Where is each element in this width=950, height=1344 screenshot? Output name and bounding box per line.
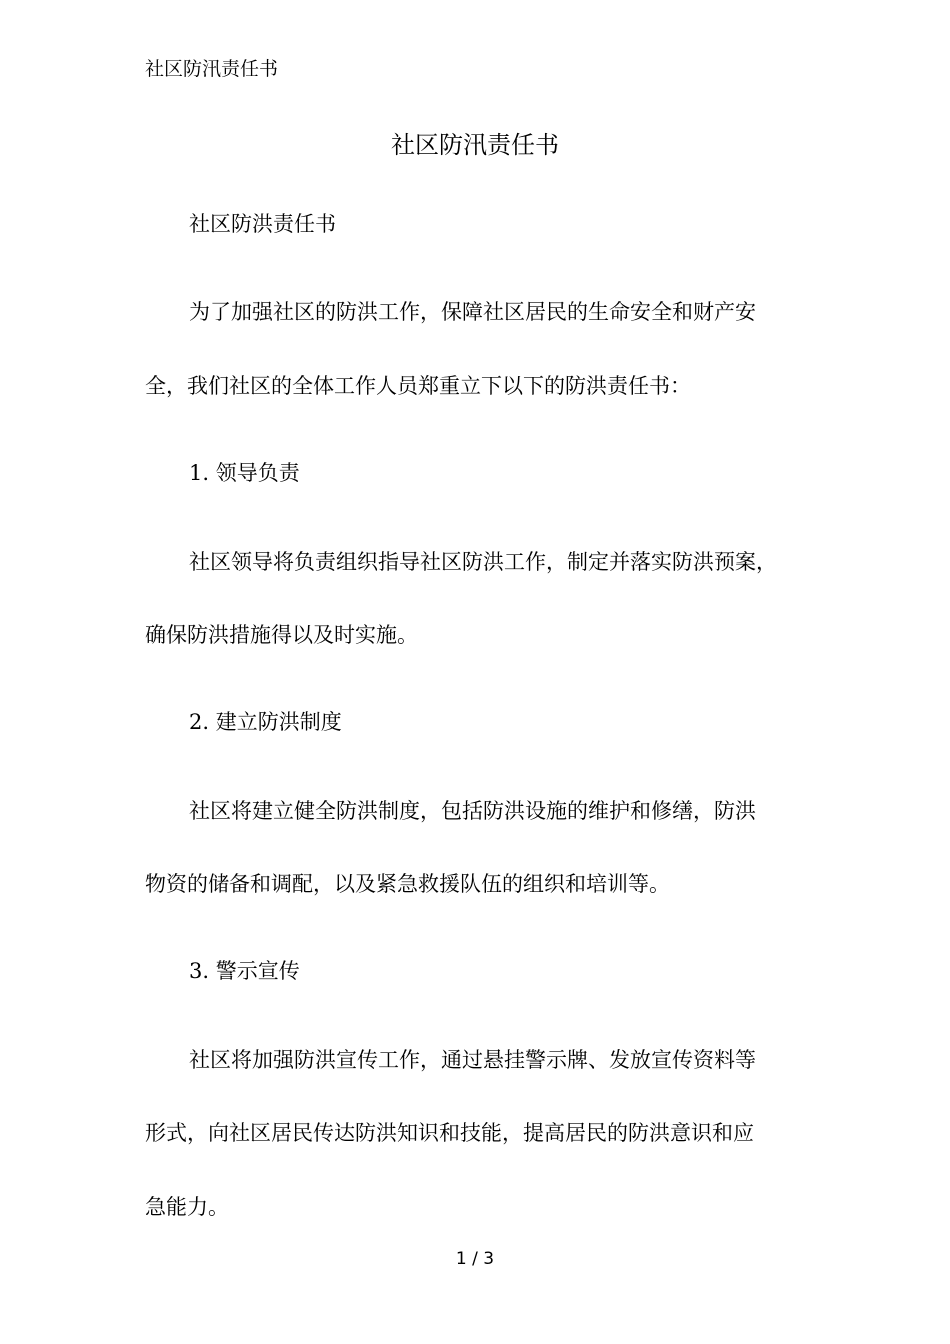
section-1-heading: 1. 领导负责 <box>189 461 300 485</box>
intro-paragraph-line-1: 为了加强社区的防洪工作，保障社区居民的生命安全和财产安 <box>189 300 756 324</box>
section-1-paragraph-line-2: 确保防洪措施得以及时实施。 <box>145 623 418 647</box>
section-2-paragraph-line-1: 社区将建立健全防洪制度，包括防洪设施的维护和修缮，防洪 <box>189 799 756 823</box>
section-2-paragraph-line-2: 物资的储备和调配，以及紧急救援队伍的组织和培训等。 <box>145 872 670 896</box>
section-3-heading: 3. 警示宣传 <box>189 959 300 983</box>
section-1-paragraph-line-1: 社区领导将负责组织指导社区防洪工作，制定并落实防洪预案， <box>189 550 777 574</box>
document-subtitle: 社区防洪责任书 <box>189 212 336 236</box>
document-title: 社区防汛责任书 <box>391 131 559 159</box>
section-3-paragraph-line-1: 社区将加强防洪宣传工作，通过悬挂警示牌、发放宣传资料等 <box>189 1048 756 1072</box>
section-3-paragraph-line-2: 形式，向社区居民传达防洪知识和技能，提高居民的防洪意识和应 <box>145 1121 754 1145</box>
intro-paragraph-line-2: 全，我们社区的全体工作人员郑重立下以下的防洪责任书： <box>145 374 691 398</box>
section-2-heading: 2. 建立防洪制度 <box>189 710 342 734</box>
page-number: 1 / 3 <box>455 1249 495 1269</box>
running-header: 社区防汛责任书 <box>145 58 279 80</box>
section-3-paragraph-line-3: 急能力。 <box>145 1195 229 1219</box>
